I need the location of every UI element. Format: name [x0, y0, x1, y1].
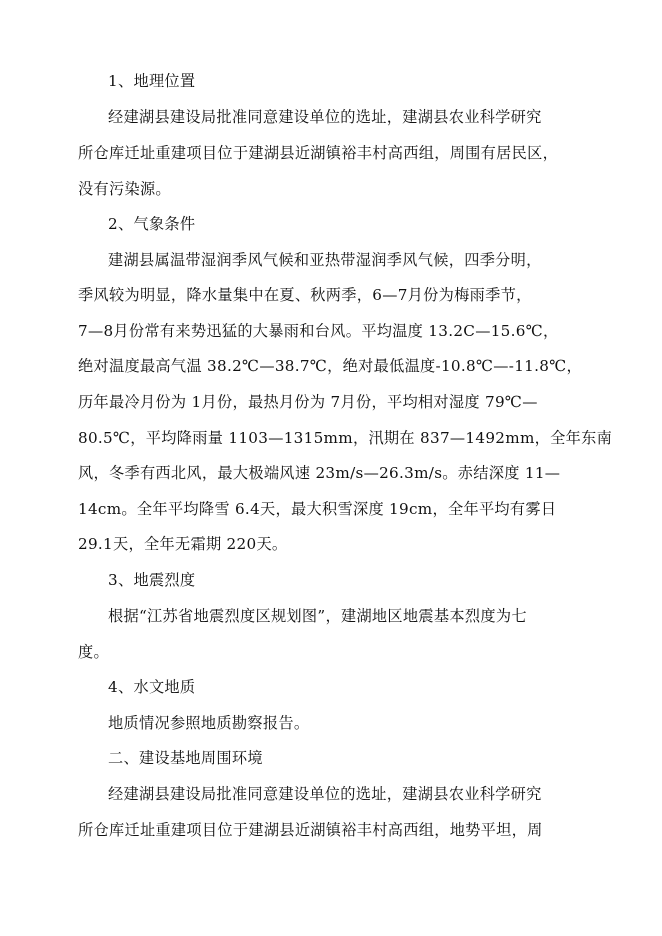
section-heading: 二、建设基地周围环境: [108, 749, 263, 767]
paragraph-line: 经建湖县建设局批准同意建设单位的选址，建湖县农业科学研究: [108, 108, 542, 126]
paragraph-line: 经建湖县建设局批准同意建设单位的选址，建湖县农业科学研究: [108, 785, 542, 803]
paragraph-line: 7—8月份常有来势迅猛的大暴雨和台风。平均温度 13.2C—15.6℃，: [78, 322, 559, 340]
paragraph-line: 度。: [78, 643, 109, 661]
paragraph-line: 历年最冷月份为 1月份，最热月份为 7月份，平均相对湿度 79℃—: [78, 393, 538, 411]
paragraph-line: 季风较为明显，降水量集中在夏、秋两季，6—7月份为梅雨季节，: [78, 286, 532, 304]
paragraph-line: 建湖县属温带湿润季风气候和亚热带湿润季风气候，四季分明，: [108, 251, 542, 269]
paragraph-line: 绝对温度最高气温 38.2℃—38.7℃，绝对最低温度-10.8℃—-11.8℃，: [78, 357, 582, 375]
section-heading: 1、地理位置: [108, 72, 196, 90]
paragraph-line: 地质情况参照地质勘察报告。: [108, 714, 310, 732]
paragraph-line: 14cm。全年平均降雪 6.4天，最大积雪深度 19cm，全年平均有雾日: [78, 500, 557, 518]
paragraph-line: 风，冬季有西北风，最大极端风速 23m/s—26.3m/s。赤结深度 11—: [78, 464, 561, 482]
paragraph-line: 根据“江苏省地震烈度区规划图”，建湖地区地震基本烈度为七: [108, 607, 527, 625]
section-heading: 2、气象条件: [108, 215, 196, 233]
paragraph-line: 所仓库迁址重建项目位于建湖县近湖镇裕丰村高西组，周围有居民区，: [78, 144, 559, 162]
paragraph-line: 所仓库迁址重建项目位于建湖县近湖镇裕丰村高西组，地势平坦，周: [78, 821, 543, 839]
section-heading: 4、水文地质: [108, 678, 196, 696]
paragraph-line: 80.5℃，平均降雨量 1103—1315mm，汛期在 837—1492mm，全年东南: [78, 429, 613, 447]
paragraph-line: 29.1天，全年无霜期 220天。: [78, 535, 288, 553]
section-heading: 3、地震烈度: [108, 571, 196, 589]
paragraph-line: 没有污染源。: [78, 180, 171, 198]
